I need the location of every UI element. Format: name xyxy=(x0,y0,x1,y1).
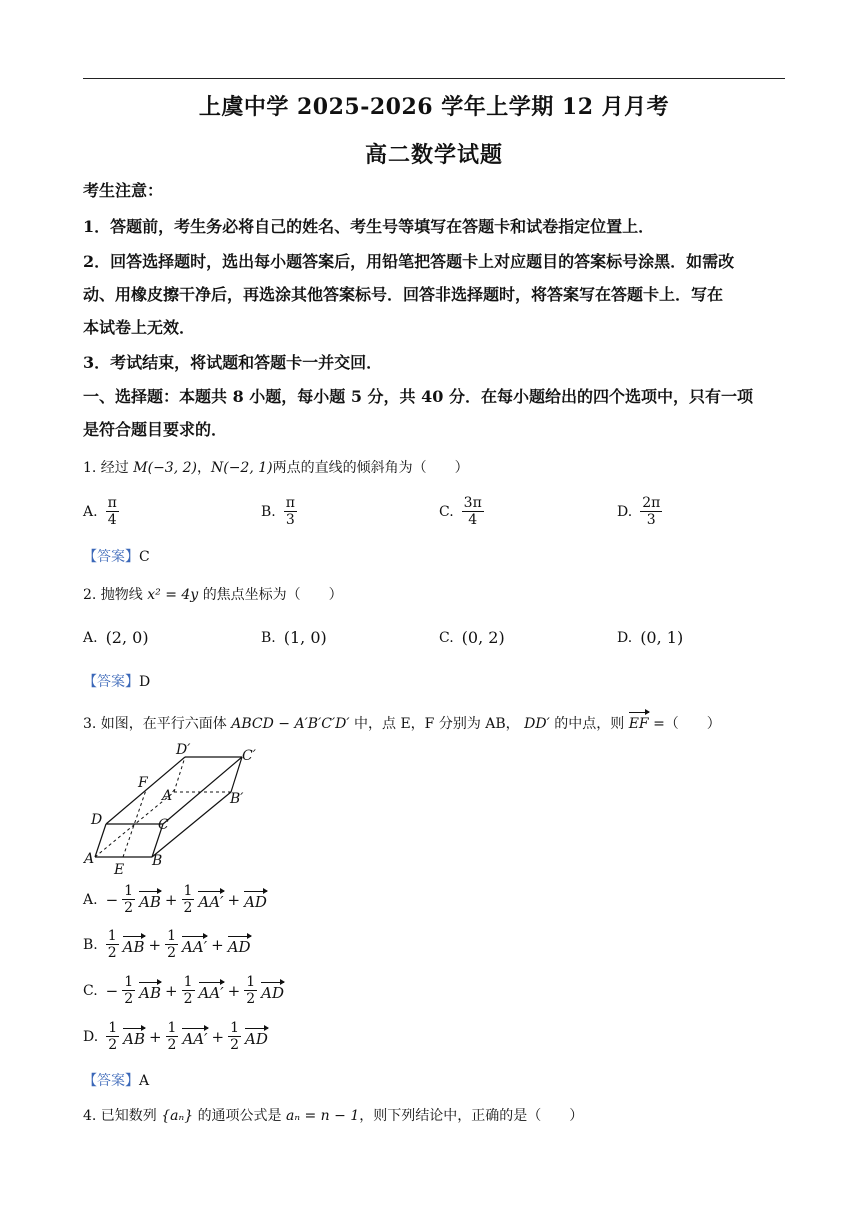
q1-option-d: D. $\frac{2\pi}{3}$ xyxy=(617,495,661,528)
point-n: N(−2, 1) xyxy=(210,460,273,476)
q3-option-d: D. $\frac{1}{2}$ AB + $\frac{1}{2}$ AA′ + $\frac{1}{2}$ AD xyxy=(83,1020,268,1053)
question-3: 3. 如图，在平行六面体 ABCD − A′B′C′D′ 中，点 E，F 分别为 AB， DD′ 的中点，则 EF =（ ） xyxy=(83,710,788,734)
label-a: A xyxy=(84,851,95,867)
label-d: D xyxy=(91,812,103,828)
notice-item-1: 1．答题前，考生务必将自己的姓名、考生号等填写在答题卡和试卷指定位置上． xyxy=(83,217,655,236)
question-4: 4. 已知数列 {aₙ} 的通项公式是 aₙ = n − 1，则下列结论中，正确的是（ ） xyxy=(83,1108,584,1124)
sequence: {aₙ} xyxy=(161,1108,194,1124)
notice-item-3: 3．考试结束，将试题和答题卡一并交回． xyxy=(83,353,383,372)
q1-option-a: A. $\frac{\pi}{4}$ xyxy=(83,495,117,528)
q2-option-c: C. (0, 2) xyxy=(439,628,505,647)
header-rule xyxy=(83,78,785,79)
question-1: 1. 经过 M(−3, 2)，N(−2, 1)两点的直线的倾斜角为（ ） xyxy=(83,460,469,476)
section1-line-1: 一、选择题：本题共 8 小题，每小题 5 分，共 40 分．在每小题给出的四个选项中，只有一项 xyxy=(83,387,753,406)
vector-ef: EF xyxy=(629,710,649,734)
notice-item-2-line-2: 动、用橡皮擦干净后，再选涂其他答案标号．回答非选择题时，将答案写在答题卡上．写在 xyxy=(83,285,724,304)
label-d1: D′ xyxy=(176,742,191,758)
q1-answer: 【答案】C xyxy=(83,549,150,565)
solid-name: ABCD − A′B′C′D′ xyxy=(231,716,350,732)
q1-option-b: B. $\frac{\pi}{3}$ xyxy=(261,495,295,528)
label-a1: A′ xyxy=(162,788,176,804)
label-b1: B′ xyxy=(230,791,244,807)
parallelepiped-figure xyxy=(80,740,280,880)
label-f: F xyxy=(138,775,148,791)
exam-title: 上虞中学 2025-2026 学年上学期 12 月月考 xyxy=(198,94,670,120)
point-m: M(−3, 2) xyxy=(133,460,197,476)
label-b: B xyxy=(152,853,163,869)
q3-option-c: C. − $\frac{1}{2}$ AB + $\frac{1}{2}$ AA′ + $\frac{1}{2}$ AD xyxy=(83,974,284,1007)
section1-line-2: 是符合题目要求的． xyxy=(83,420,228,439)
q2-answer: 【答案】D xyxy=(83,674,151,690)
q1-option-c: C. $\frac{3\pi}{4}$ xyxy=(439,495,482,528)
q3-option-b: B. $\frac{1}{2}$ AB + $\frac{1}{2}$ AA′ + AD xyxy=(83,928,251,961)
label-e: E xyxy=(114,862,125,878)
general-term: aₙ = n − 1 xyxy=(286,1108,360,1124)
exam-subtitle: 高二数学试题 xyxy=(364,142,503,168)
question-2: 2. 抛物线 x² = 4y 的焦点坐标为（ ） xyxy=(83,587,343,603)
label-c1: C′ xyxy=(242,748,256,764)
q2-option-a: A. (2, 0) xyxy=(83,628,149,647)
q3-option-a: A. − $\frac{1}{2}$ AB + $\frac{1}{2}$ AA′ + AD xyxy=(83,883,267,916)
q2-option-b: B. (1, 0) xyxy=(261,628,327,647)
notice-item-2-line-3: 本试卷上无效． xyxy=(83,318,196,337)
notice-heading: 考生注意： xyxy=(83,181,164,200)
q2-option-d: D. (0, 1) xyxy=(617,628,684,647)
parabola-equation: x² = 4y xyxy=(147,587,199,603)
label-c: C xyxy=(158,817,169,833)
q3-answer: 【答案】A xyxy=(83,1073,150,1089)
notice-item-2-line-1: 2．回答选择题时，选出每小题答案后，用铅笔把答题卡上对应题目的答案标号涂黑．如需改 xyxy=(83,252,735,271)
